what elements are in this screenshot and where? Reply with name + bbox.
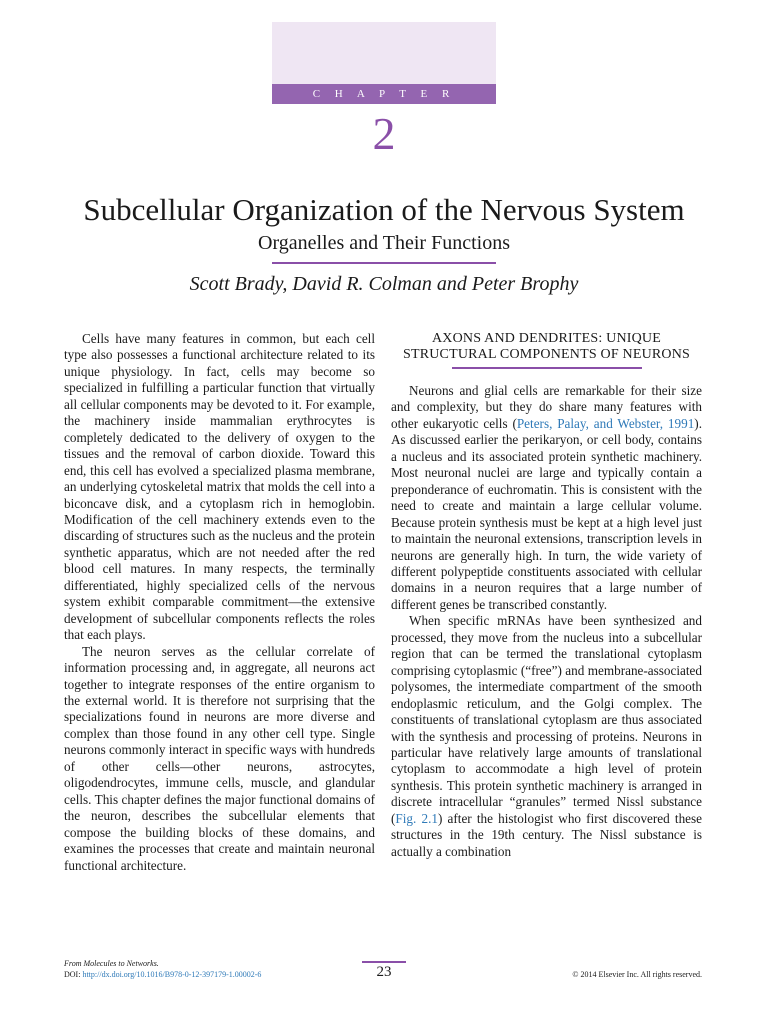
section-heading: AXONS AND DENDRITES: UNIQUE STRUCTURAL COMPONENTS OF NEURONS [402,331,691,362]
chapter-number: 2 [372,108,396,159]
chapter-header-box [272,22,496,84]
page-number: 23 [376,964,392,980]
right-column [391,331,702,860]
citation-link-peters[interactable]: Peters, Palay, and Webster, 1991 [516,415,695,431]
chapter-title: Subcellular Organization of the Nervous System [83,192,685,227]
copyright-notice: © 2014 Elsevier Inc. All rights reserved. [572,970,702,979]
figure-link-2-1[interactable]: Fig. 2.1 [395,810,438,826]
title-divider [272,262,496,264]
intro-paragraph-2: The neuron serves as the cellular correlate of information processing and, in aggregate, all neurons act together to integrate responses of the entire organism to the external world. It is therefore not surprising that the specializations found in neurons are more diverse and complex than those found in any other cell type. Single neurons commonly interact in specific ways with hundreds of other cells—other neurons, astrocytes, oligodendrocytes, immune cells, muscle, and glandular cells. This chapter defines the major functional domains of the neuron, describes the subcellular elements that compose the building blocks of these domains, and examines the processes that create and maintain neuronal functional architecture. [64,643,375,873]
section-paragraph-1: Neurons and glial cells are remarkable for their size and complexity, but they do share many features with other eukaryotic cells (Peters, Palay, and Webster, 1991). As discussed earlier the perikaryon, or cell body, contains a nucleus and its associated protein synthetic machinery. Most neuronal nuclei are large and typically contain a preponderance of euchromatin. This is consistent with the need to create and maintain a large cellular volume. Because protein synthesis must be kept at a high level just to maintain the neuronal extensions, transcription levels in neurons are generally high. In turn, the wide variety of different polypeptide constituents associated with cellular domains in a neuron requires that a large number of different genes be transcribed constantly. [391,383,702,612]
footer-citation [64,958,261,980]
doi-line: DOI: http://dx.doi.org/10.1016/B978-0-12-397179-1.00002-6 [64,970,262,979]
chapter-subtitle: Organelles and Their Functions [258,232,510,254]
section-paragraph-2: When specific mRNAs have been synthesized and processed, they move from the nucleus into a subcellular region that can be termed the translational cytoplasm comprising cytoplasmic (“free”) and membrane-associated polysomes, the intermediate compartment of the smooth endoplasmic reticulum, and the Golgi complex. The constituents of translational cytoplasm are thus associated with the synthesis and processing of proteins. Neurons in particular have relatively large amounts of translational cytoplasm to accommodate a high level of protein synthesis. This protein synthetic machinery is arranged in discrete intracellular “granules” termed Nissl substance (Fig. 2.1) after the histologist who first discovered these structures in the 19th century. The Nissl substance is actually a combination [391,613,702,859]
chapter-authors: Scott Brady, David R. Colman and Peter Brophy [189,273,579,295]
book-title: From Molecules to Networks. [64,959,159,968]
intro-paragraph-1: Cells have many features in common, but each cell type also possesses a functional architecture related to its unique physiology. In fact, cells may become so specialized in fulfilling a particular function that virtually all cellular components may be devoted to it. For example, the machinery inside mammalian erythrocytes is completely dedicated to the delivery of oxygen to the tissues and the removal of carbon dioxide. Toward this end, this cell has evolved a specialized plasma membrane, an underlying cytoskeletal matrix that molds the cell into a biconcave disk, and a cytoplasm rich in hemoglobin. Modification of the cell machinery extends even to the discarding of structures such as the nucleus and the protein synthetic apparatus, which are not needed after the red blood cell matures. In many respects, the terminally differentiated, highly specialized cells of the nervous system exhibit comparable commitment—the extensive development of subcellular components reflects the roles that each plays. [64,331,375,643]
section-divider [452,367,642,369]
doi-link[interactable]: http://dx.doi.org/10.1016/B978-0-12-397179-1.00002-6 [82,970,262,979]
left-column [64,331,375,874]
chapter-label: C H A P T E R [272,84,496,104]
